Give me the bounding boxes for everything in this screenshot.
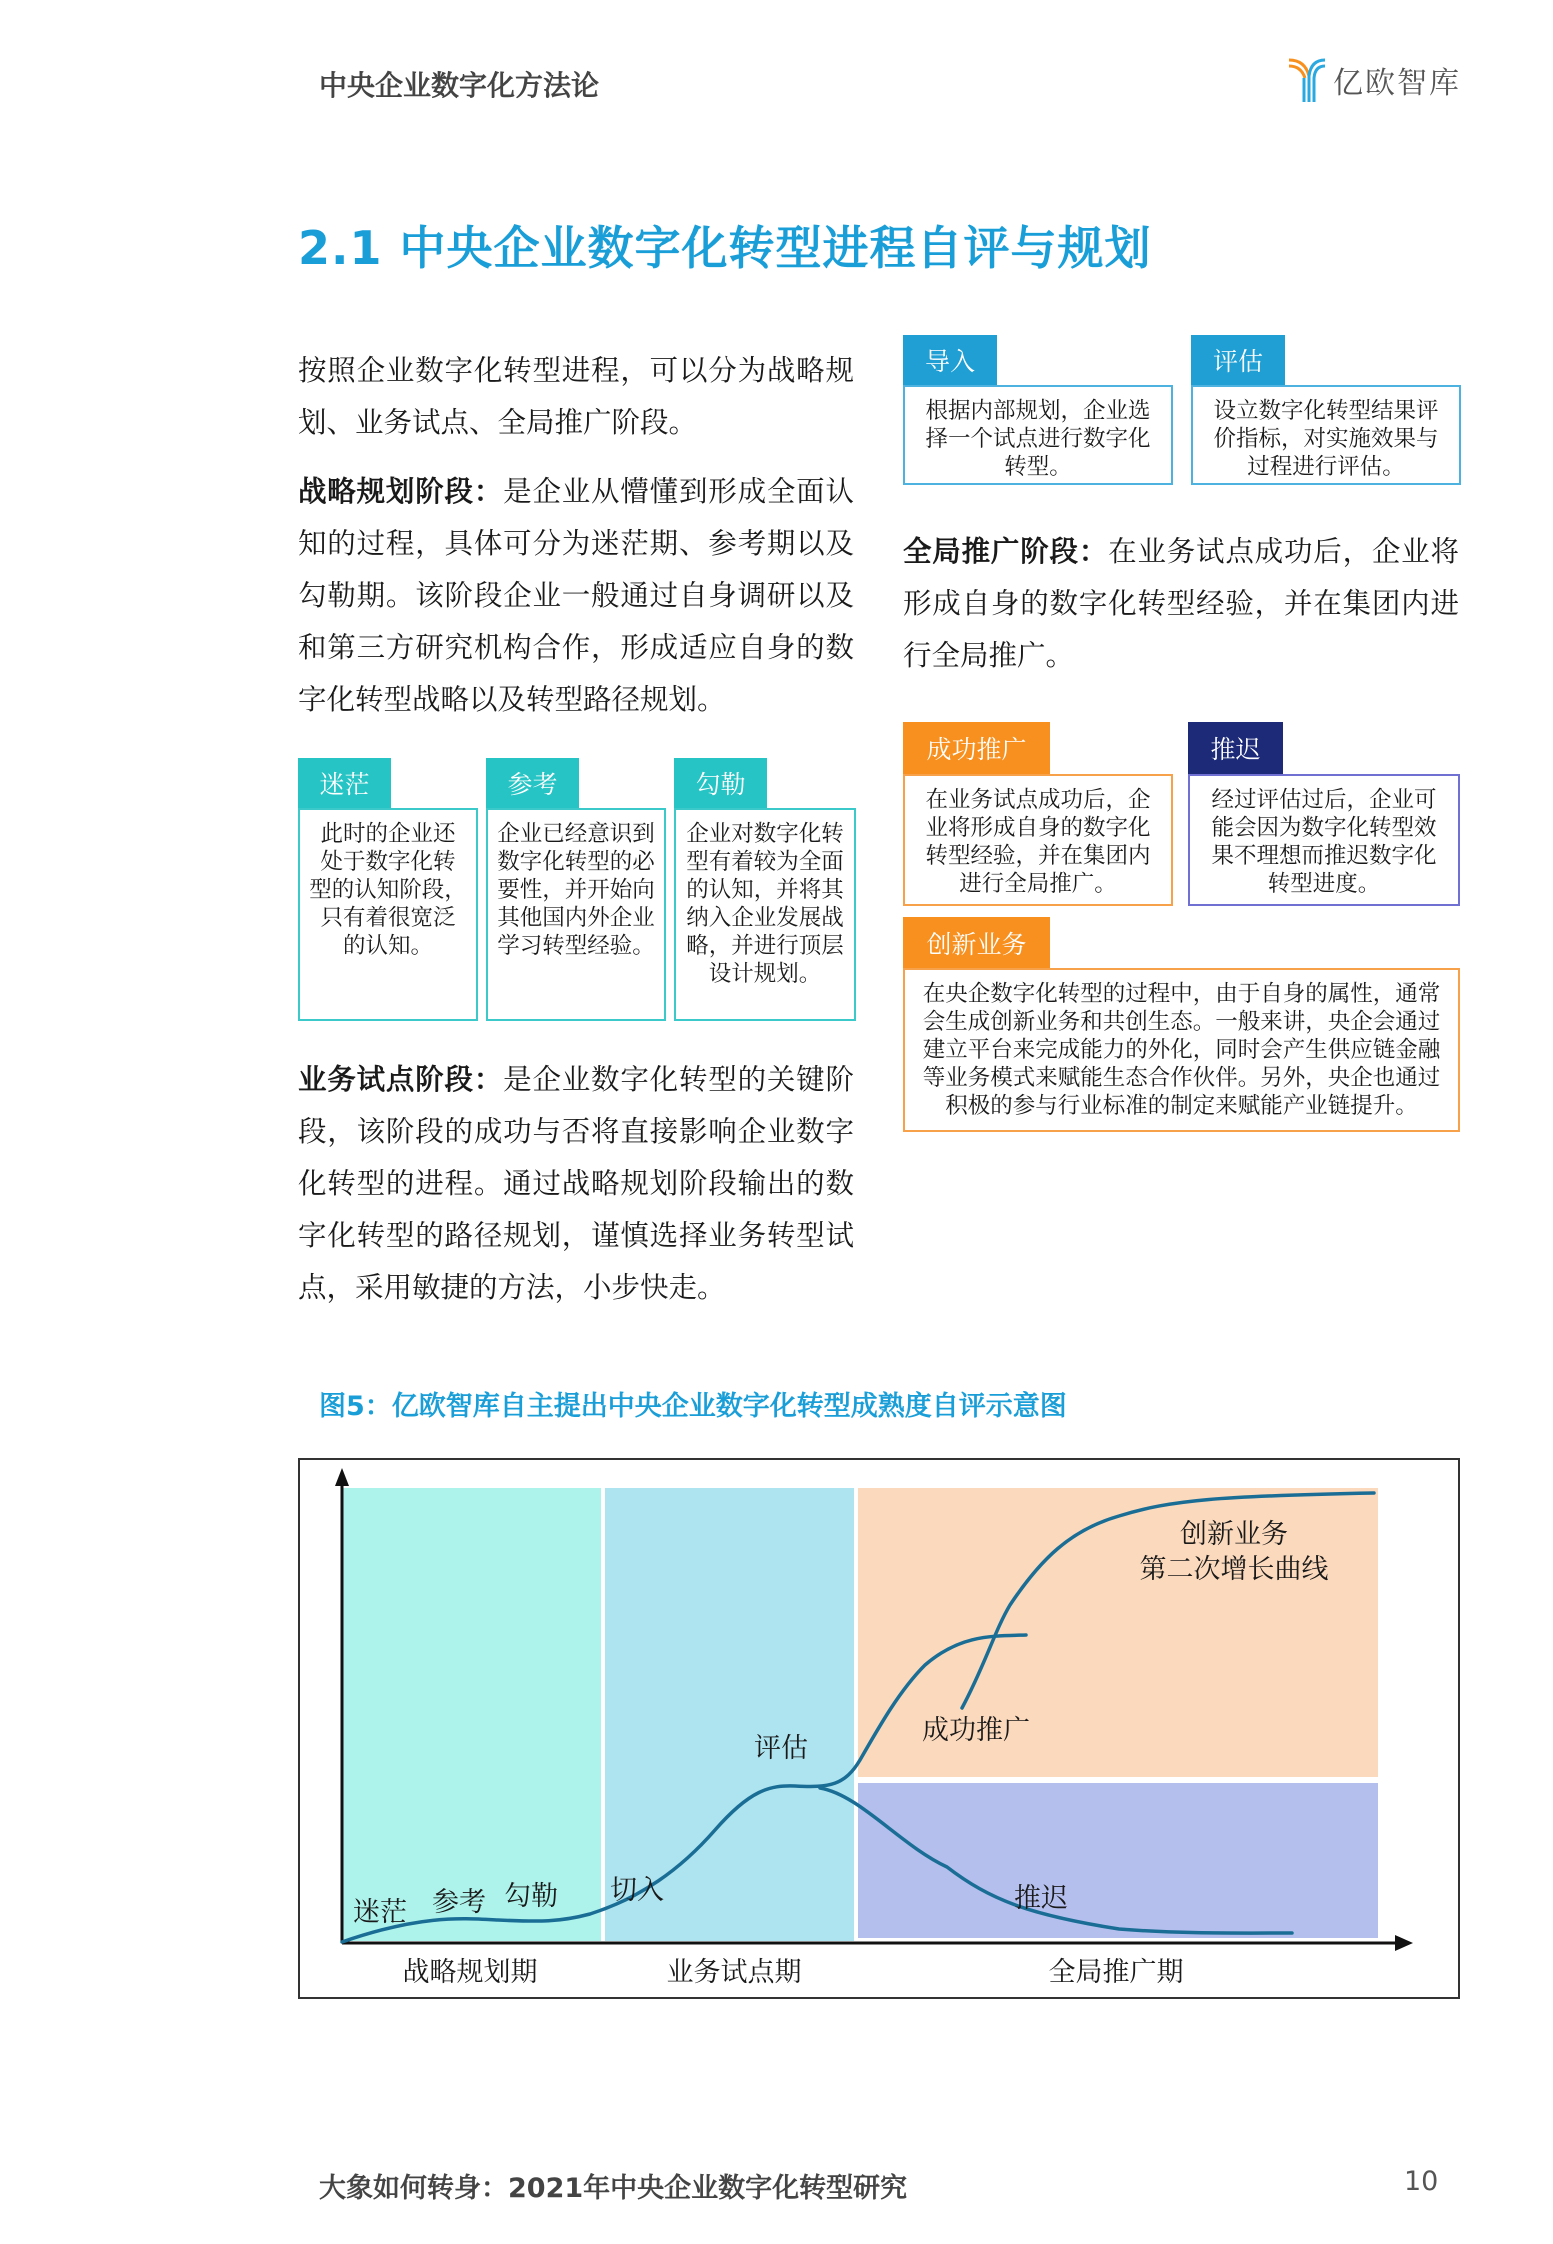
label-outline: 勾勒 [504, 1881, 558, 1912]
brand-logo [1287, 56, 1461, 104]
page-number: 10 [1404, 2166, 1439, 2197]
strategy-label: 战略规划阶段： [298, 475, 504, 508]
card-body-innovation: 在央企数字化转型的过程中，由于自身的属性，通常 会生成创新业务和共创生态。一般来讲，央企会通过 建立平台来完成能力的外化，同时会产生供应链金融 等业务模式来赋能生态合作伙伴。另外，央企也通过 积极的参与行业标准的制定来赋能产业链提升。 [903, 968, 1460, 1132]
phase-band-strategy [342, 1488, 601, 1941]
card-tab-innovation: 创新业务 [903, 917, 1050, 968]
logo-mark-icon [1287, 56, 1327, 104]
document-header-title: 中央企业数字化方法论 [319, 69, 600, 102]
card-tab-reference: 参考 [486, 758, 579, 808]
label-innovation: 创新业务 [1180, 1519, 1288, 1550]
card-tab-evaluate: 评估 [1191, 335, 1285, 385]
maturity-diagram [298, 1458, 1460, 1999]
section-title: 2.1 中央企业数字化转型进程自评与规划 [298, 221, 1152, 275]
label-evaluate: 评估 [754, 1733, 808, 1764]
label-delay: 推迟 [1014, 1883, 1068, 1914]
card-body-import: 根据内部规划，企业选 择一个试点进行数字化 转型。 [903, 385, 1173, 485]
pilot-text: 是企业数字化转型的关键阶段，该阶段的成功与否将直接影响企业数字化转型的进程。通过战略规划阶段输出的数字化转型的路径规划，谨慎选择业务转型试点，采用敏捷的方法，小步快走。 [298, 1063, 854, 1304]
rollout-text: 在业务试点成功后，企业将形成自身的数字化转型经验，并在集团内进行全局推广。 [903, 535, 1459, 672]
card-tab-outline: 勾勒 [674, 758, 767, 808]
pilot-paragraph [298, 1054, 854, 1314]
phase-band-pilot [605, 1488, 854, 1941]
card-tab-confused: 迷茫 [298, 758, 391, 808]
y-axis-arrow-icon [335, 1468, 349, 1486]
card-body-delay: 经过评估过后，企业可 能会因为数字化转型效 果不理想而推迟数字化 转型进度。 [1188, 774, 1460, 906]
card-tab-delay: 推迟 [1188, 722, 1283, 774]
phase-label-rollout: 全局推广期 [1048, 1957, 1184, 1988]
card-body-confused: 此时的企业还 处于数字化转 型的认知阶段， 只有着很宽泛 的认知。 [298, 808, 478, 1021]
card-body-outline: 企业对数字化转 型有着较为全面 的认知，并将其 纳入企业发展战 略，并进行顶层 设计规划。 [674, 808, 856, 1021]
logo-text: 亿欧智库 [1333, 66, 1461, 101]
strategy-paragraph [298, 466, 854, 726]
card-body-evaluate: 设立数字化转型结果评 价指标，对实施效果与 过程进行评估。 [1191, 385, 1461, 485]
label-confused: 迷茫 [353, 1897, 407, 1928]
phase-label-strategy: 战略规划期 [402, 1957, 538, 1988]
card-body-reference: 企业已经意识到 数字化转型的必 要性，并开始向 其他国内外企业 学习转型经验。 [486, 808, 666, 1021]
pilot-label: 业务试点阶段： [298, 1063, 504, 1096]
label-second-curve: 第二次增长曲线 [1139, 1554, 1329, 1585]
footer-report-title: 大象如何转身：2021年中央企业数字化转型研究 [319, 2173, 908, 2204]
label-success: 成功推广 [922, 1715, 1030, 1746]
rollout-paragraph [903, 526, 1459, 682]
label-reference: 参考 [432, 1887, 486, 1918]
x-axis-arrow-icon [1395, 1935, 1413, 1951]
card-body-success: 在业务试点成功后，企 业将形成自身的数字化 转型经验，并在集团内 进行全局推广。 [903, 774, 1173, 906]
figure-caption: 图5：亿欧智库自主提出中央企业数字化转型成熟度自评示意图 [319, 1391, 1067, 1422]
label-entry: 切入 [610, 1875, 664, 1906]
card-tab-success: 成功推广 [903, 722, 1050, 774]
rollout-label: 全局推广阶段： [903, 535, 1109, 568]
card-tab-import: 导入 [903, 335, 997, 385]
intro-paragraph: 按照企业数字化转型进程，可以分为战略规划、业务试点、全局推广阶段。 [298, 354, 854, 439]
phase-label-pilot: 业务试点期 [666, 1957, 802, 1988]
strategy-text: 是企业从懵懂到形成全面认知的过程，具体可分为迷茫期、参考期以及勾勒期。该阶段企业一般通过自身调研以及和第三方研究机构合作，形成适应自身的数字化转型战略以及转型路径规划。 [298, 475, 854, 716]
